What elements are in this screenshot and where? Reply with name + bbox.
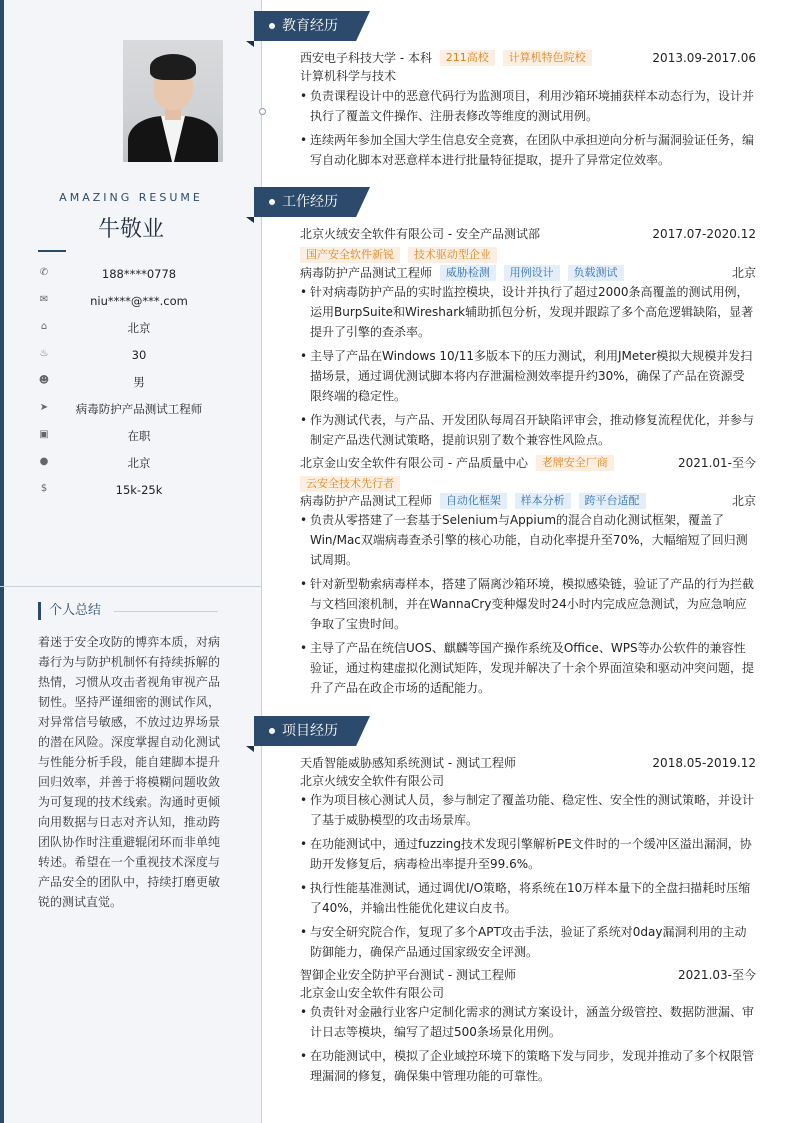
- sidebar-divider: [0, 586, 262, 587]
- bullet-item: • 主导了产品在统信UOS、麒麟等国产操作系统及Office、WPS等办公软件的兼容性验证，通过构建虚拟化测试矩阵，发现并解决了十余个界面渲染和驱动冲突问题，提升了产品在政企市场的适配能力。: [300, 638, 756, 698]
- person-icon: ☻: [38, 375, 50, 386]
- section-title: 项目经历: [282, 723, 338, 739]
- project-title: 智御企业安全防护平台测试 - 测试工程师: [300, 968, 516, 982]
- work-company-row: [300, 454, 756, 472]
- section-dot: [269, 728, 275, 734]
- info-value: 男: [133, 375, 145, 389]
- bullet-item: • 针对病毒防护产品的实时监控模块，设计并执行了超过2000条高覆盖的测试用例，运用BurpSuite和Wireshark辅助抓包分析，发现并跟踪了多个高危逻辑缺陷，显著提升了引擎的查杀率。: [300, 282, 756, 342]
- tag: 计算机特色院校: [503, 50, 592, 66]
- education-major: 计算机科学与技术: [300, 69, 397, 83]
- info-value: 30: [131, 348, 147, 362]
- section-dot: [269, 199, 275, 205]
- bullet-item: • 负责课程设计中的恶意代码行为监测项目，利用沙箱环境捕获样本动态行为，设计并执行了覆盖文件操作、注册表修改等维度的测试用例。: [300, 86, 756, 126]
- resume-tagline: AMAZING RESUME: [59, 191, 203, 204]
- bullet-item: • 在功能测试中，模拟了企业域控环境下的策略下发与同步，发现并推动了多个权限管理漏洞的修复，确保集中管理功能的可靠性。: [300, 1046, 756, 1086]
- info-value: 188****0778: [101, 267, 177, 281]
- project-company: 北京火绒安全软件有限公司: [300, 774, 445, 788]
- bullet-item: • 与安全研究院合作，复现了多个APT攻击手法，验证了系统对0day漏洞利用的主动防御能力，确保产品通过国家级安全评测。: [300, 922, 756, 962]
- company-tags-row: [300, 246, 756, 264]
- info-age: [38, 346, 238, 364]
- location-icon: ●: [39, 456, 49, 467]
- section-dot: [269, 23, 275, 29]
- city: 北京: [731, 266, 756, 280]
- tag: 老牌安全厂商: [536, 455, 614, 471]
- sidebar-stripe: [0, 0, 4, 1123]
- bullet-item: • 作为测试代表，与产品、开发团队每周召开缺陷评审会，推动修复流程优化，并参与制定产品迭代测试策略，提前识别了数个兼容性风险点。: [300, 410, 756, 450]
- info-location: [38, 454, 238, 472]
- timeline-dot: [259, 108, 266, 115]
- project-title-row: [300, 754, 756, 772]
- info-value: niu****@***.com: [90, 294, 188, 308]
- cake-icon: ♨: [39, 348, 49, 359]
- summary-text: 着迷于安全攻防的博弈本质，对病毒行为与防护机制怀有持续拆解的热情，习惯从攻击者视角审视产品韧性。坚持严谨细密的测试作风，对异常信号敏感，不放过边界场景的潜在风险。深度掌握自动化测试与性能分析手段，能自建脚本提升回归效率，并善于将模糊问题收敛为可复现的技术线索。沟通时更倾向用数据与日志对齐认知，推动跨团队协作时注重避辊闭环而非单纯转述。希望在一个重视技术深度与产品安全的团队中，持续打磨更敏锐的测试直觉。: [38, 635, 220, 909]
- money-icon: $: [40, 483, 48, 494]
- bullet-item: • 连续两年参加全国大学生信息安全竞赛，在团队中承担逆向分析与漏洞验证任务，编写自动化脚本对恶意样本进行批量特征提取，提升了异常定位效率。: [300, 130, 756, 170]
- bullet-item: • 负责从零搭建了一套基于Selenium与Appium的混合自动化测试框架，覆盖了Win/Mac双端病毒查杀引擎的核心功能，自动化率提升至70%，大幅缩短了回归测试周期。: [300, 510, 756, 570]
- role-name: 病毒防护产品测试工程师: [300, 494, 433, 508]
- school-name: 西安电子科技大学 - 本科: [300, 51, 432, 65]
- info-target-role: [38, 400, 238, 418]
- phone-icon: ✆: [39, 267, 49, 278]
- tag: 跨平台适配: [579, 493, 646, 509]
- info-value: 病毒防护产品测试工程师: [75, 402, 203, 416]
- tag: 国产安全软件新锐: [300, 247, 400, 263]
- tag: 用例设计: [504, 265, 560, 281]
- education-school-row: [300, 49, 756, 67]
- bullet-item: • 主导了产品在Windows 10/11多版本下的压力测试，利用JMeter模拟大规模并发扫描场景，通过调优测试脚本将内存泄漏检测效率提升约30%，确保了产品在资源受限终端的稳定性。: [300, 346, 756, 406]
- tag: 211高校: [440, 50, 495, 66]
- profile-photo: [123, 40, 223, 162]
- info-salary: [38, 481, 238, 499]
- date-range: 2018.05-2019.12: [652, 756, 756, 770]
- city: 北京: [731, 494, 756, 508]
- section-projects-header: [254, 716, 370, 746]
- info-value: 在职: [127, 429, 151, 443]
- bullet-item: • 作为项目核心测试人员，参与制定了覆盖功能、稳定性、安全性的测试策略，并设计了基于威胁模型的攻击场景库。: [300, 790, 756, 830]
- company-name: 北京金山安全软件有限公司 - 产品质量中心: [300, 456, 528, 470]
- date-range: 2021.01-至今: [678, 456, 756, 470]
- info-value: 15k-25k: [115, 483, 163, 497]
- summary-title: 个人总结: [38, 602, 101, 620]
- briefcase-icon: ▣: [39, 429, 49, 440]
- info-gender: [38, 373, 238, 391]
- date-range: 2013.09-2017.06: [652, 51, 756, 65]
- send-icon: ➤: [39, 402, 49, 413]
- bullet-item: • 在功能测试中，通过fuzzing技术发现引擎解析PE文件时的一个缓冲区溢出漏洞，协助开发修复后，病毒检出率提升至99.6%。: [300, 834, 756, 874]
- home-icon: ⌂: [40, 321, 48, 332]
- tag: 云安全技术先行者: [300, 476, 400, 492]
- mail-icon: ✉: [39, 294, 49, 305]
- section-education-header: [254, 11, 370, 41]
- date-range: 2017.07-2020.12: [652, 227, 756, 241]
- summary-rule: [114, 611, 218, 612]
- project-title: 天盾智能威胁感知系统测试 - 测试工程师: [300, 756, 516, 770]
- tag: 样本分析: [515, 493, 571, 509]
- info-phone: [38, 265, 238, 283]
- info-email: [38, 292, 238, 310]
- sidebar: [0, 0, 262, 1123]
- candidate-name: 牛敬业: [97, 217, 164, 242]
- work-company-row: [300, 225, 756, 243]
- company-tags-row: [300, 475, 756, 493]
- work-role-row: [300, 264, 756, 282]
- name-underline: [38, 250, 66, 252]
- info-value: 北京: [127, 456, 151, 470]
- info-value: 北京: [127, 321, 151, 335]
- project-company: 北京金山安全软件有限公司: [300, 986, 445, 1000]
- work-role-row: [300, 492, 756, 510]
- tag: 技术驱动型企业: [408, 247, 497, 263]
- bullet-item: • 负责针对金融行业客户定制化需求的测试方案设计，涵盖分级管控、数据防泄漏、审计日志等模块，编写了超过500条场景化用例。: [300, 1002, 756, 1042]
- info-status: [38, 427, 238, 445]
- section-title: 工作经历: [282, 194, 338, 210]
- section-work-header: [254, 187, 370, 217]
- info-home: [38, 319, 238, 337]
- role-name: 病毒防护产品测试工程师: [300, 266, 433, 280]
- company-name: 北京火绒安全软件有限公司 - 安全产品测试部: [300, 227, 540, 241]
- section-title: 教育经历: [282, 18, 338, 34]
- bullet-item: • 针对新型勒索病毒样本，搭建了隔离沙箱环境，模拟感染链，验证了产品的行为拦截与文档回滚机制，并在WannaCry变种爆发时24小时内完成应急测试，为应急响应争取了宝贵时间。: [300, 574, 756, 634]
- tag: 威胁检测: [440, 265, 496, 281]
- project-title-row: [300, 966, 756, 984]
- bullet-item: • 执行性能基准测试，通过调优I/O策略，将系统在10万样本量下的全盘扫描耗时压缩了40%，并输出性能优化建议白皮书。: [300, 878, 756, 918]
- tag: 自动化框架: [440, 493, 507, 509]
- tag: 负载测试: [568, 265, 624, 281]
- date-range: 2021.03-至今: [678, 968, 756, 982]
